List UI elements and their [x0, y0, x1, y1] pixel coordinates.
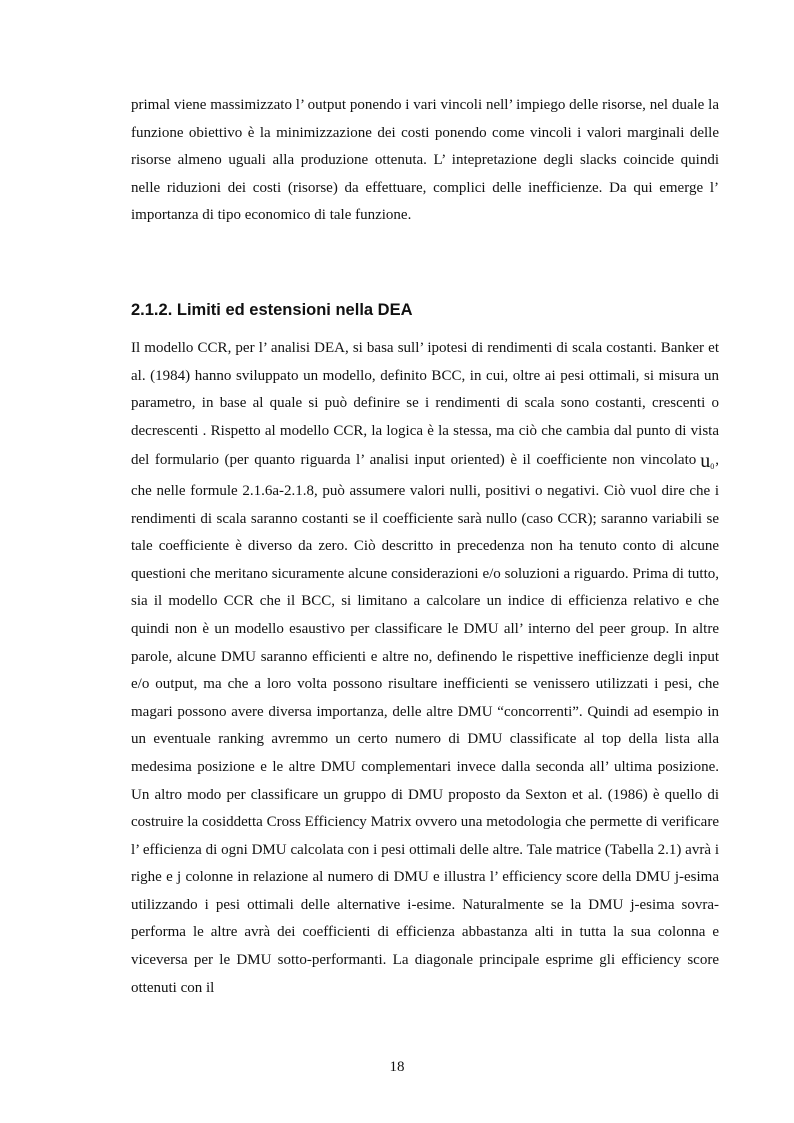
paragraph-primal-duale: primal viene massimizzato l’ output ponendo i vari vincoli nell’ impiego delle risorse, nel duale la funzione obiettivo è la minimizzazione dei costi ponendo come vincoli i valori marginali delle risorse almeno uguali alla produzione ottenuta. L’ intepretazione degli slacks coincide quindi nelle riduzioni dei costi (risorse) da effettuare, complici delle inefficienze. Da qui emerge l’ importanza di tipo economico di tale funzione.	[131, 97, 719, 224]
page-number: 18	[389, 1059, 405, 1075]
paragraph-text-part-2: , che nelle formule 2.1.6a-2.1.8, può assumere valori nulli, positivi o negativi. Ciò vuol dire che i rendimenti di scala saranno costanti se il coefficiente sarà nullo (caso CCR); saranno variabili se tale coefficiente è diverso da zero. Ciò descritto in precedenza non ha tenuto conto di alcune questioni che meritano sicuramente alcune considerazioni e/o soluzioni a riguardo. Prima di tutto, sia il modello CCR che il BCC, si limitano a calcolare un indice di efficienza relativo e che quindi non è un modello esaustivo per classificare le DMU all’ interno del peer group. In altre parole, alcune DMU saranno efficienti e altre no, definendo le rispettive inefficienze degli input e/o output, ma che a loro volta possono risultare inefficienti se venissero utilizzati i pesi, che magari possono avere diversa importanza, delle altre DMU “concorrenti”. Quindi ad esempio in un eventuale ranking avremmo un certo numero di DMU classificate al top della lista alla medesima posizione e le altre DMU complementari invece dalla seconda all’ ultima posizione. Un altro modo per classificare un gruppo di DMU proposto da Sexton et al. (1986) è quello di costruire la cosiddetta Cross Efficiency Matrix ovvero una metodologia che permette di verificare l’ efficienza di ogni DMU calcolata con i pesi ottimali delle altre. Tale matrice (Tabella 2.1) avrà i righe e j colonne in relazione al numero di DMU e illustra l’ efficiency score della DMU j-esima utilizzando i pesi ottimali delle alternative i-esime. Naturalmente se la DMU j-esima sovra-performa le altre avrà dei coefficienti di efficienza abbastanza alti in tutta la sua colonna e viceversa per le DMU sotto-performanti. La diagonale principale esprime gli efficiency score ottenuti con il	[131, 452, 719, 996]
u0-letter: u	[700, 450, 711, 473]
u0-subscript: 0	[710, 462, 715, 472]
paragraph-limiti-estensioni	[131, 335, 719, 1002]
u0-coefficient-symbol	[696, 448, 715, 481]
section-heading: 2.1.2. Limiti ed estensioni nella DEA	[131, 301, 413, 319]
paragraph-text-part-1: Il modello CCR, per l’ analisi DEA, si basa sull’ ipotesi di rendimenti di scala costanti. Banker et al. (1984) hanno sviluppato un modello, definito BCC, in cui, oltre ai pesi ottimali, si misura un parametro, in base al quale si può definire se i rendimenti di scala sono costanti, crescenti o decrescenti . Rispetto al modello CCR, la logica è la stessa, ma ciò che cambia dal punto di vista del formulario (per quanto riguarda l’ analisi input oriented) è il coefficiente non vincolato	[131, 340, 719, 469]
